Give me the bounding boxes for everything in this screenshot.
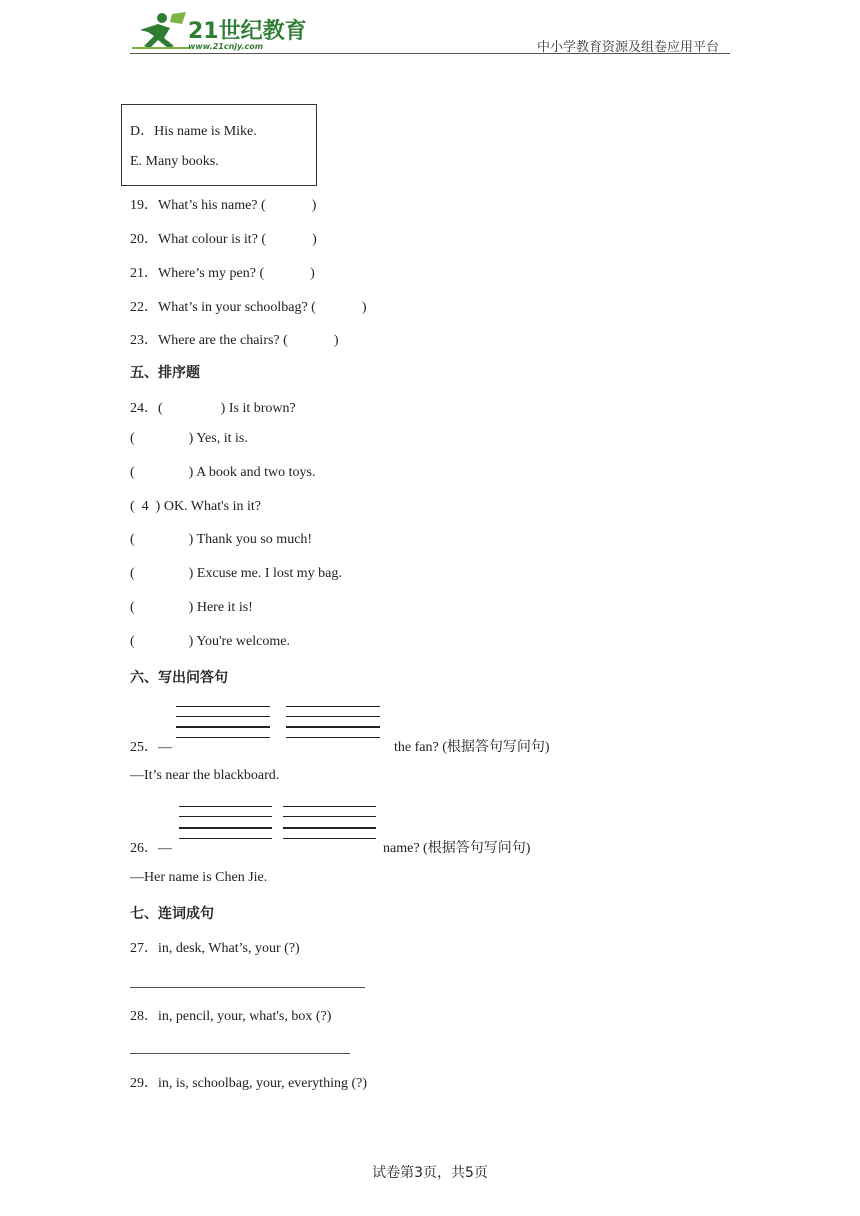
answer-line-27[interactable] (130, 987, 365, 988)
logo-text: 21世纪教育 (188, 19, 307, 44)
header-divider (130, 53, 730, 54)
option-e: E. Many books. (130, 154, 219, 169)
option-d: D．His name is Mike. (130, 124, 257, 139)
answer-25: —It’s near the blackboard. (130, 768, 280, 783)
options-box (121, 104, 317, 186)
order-item-given: ( 4 ) OK. What's in it? (130, 499, 261, 514)
writing-lines-26[interactable] (179, 806, 379, 842)
question-29: 29．in, is, schoolbag, your, everything (?) (130, 1076, 368, 1091)
section-6-title: 六、写出问答句 (130, 670, 228, 686)
order-item: ( ) A book and two toys. (130, 465, 316, 480)
question-26-num: 26．— (130, 841, 172, 856)
question-21: 21．Where’s my pen? ( ) (130, 266, 315, 281)
question-19: 19．What’s his name? ( ) (130, 198, 317, 213)
order-item-24: 24．( ) Is it brown? (130, 401, 296, 416)
question-20: 20．What colour is it? ( ) (130, 232, 317, 247)
answer-26: —Her name is Chen Jie. (130, 870, 268, 885)
order-item: ( ) You're welcome. (130, 634, 290, 649)
question-25-num: 25．— (130, 740, 172, 755)
question-23: 23．Where are the chairs? ( ) (130, 333, 339, 348)
page-footer: 试卷第3页，共5页 (372, 1165, 488, 1181)
order-item: ( ) Here it is! (130, 600, 253, 615)
order-item: ( ) Yes, it is. (130, 431, 248, 446)
question-26-tail: name? (根据答句写问句) (383, 841, 531, 856)
question-25-tail: the fan? (根据答句写问句) (394, 740, 550, 755)
question-27: 27．in, desk, What’s, your (?) (130, 941, 300, 956)
platform-name: 中小学教育资源及组卷应用平台 (537, 40, 720, 55)
section-5-title: 五、排序题 (130, 365, 200, 381)
section-7-title: 七、连词成句 (130, 906, 214, 922)
question-22: 22．What’s in your schoolbag? ( ) (130, 300, 367, 315)
answer-line-28[interactable] (130, 1053, 350, 1054)
logo-url: www.21cnjy.com (188, 42, 264, 51)
order-item: ( ) Thank you so much! (130, 532, 313, 547)
site-logo (130, 10, 310, 52)
question-28: 28．in, pencil, your, what's, box (?) (130, 1009, 332, 1024)
order-item: ( ) Excuse me. I lost my bag. (130, 566, 342, 581)
writing-lines-25[interactable] (176, 706, 382, 742)
